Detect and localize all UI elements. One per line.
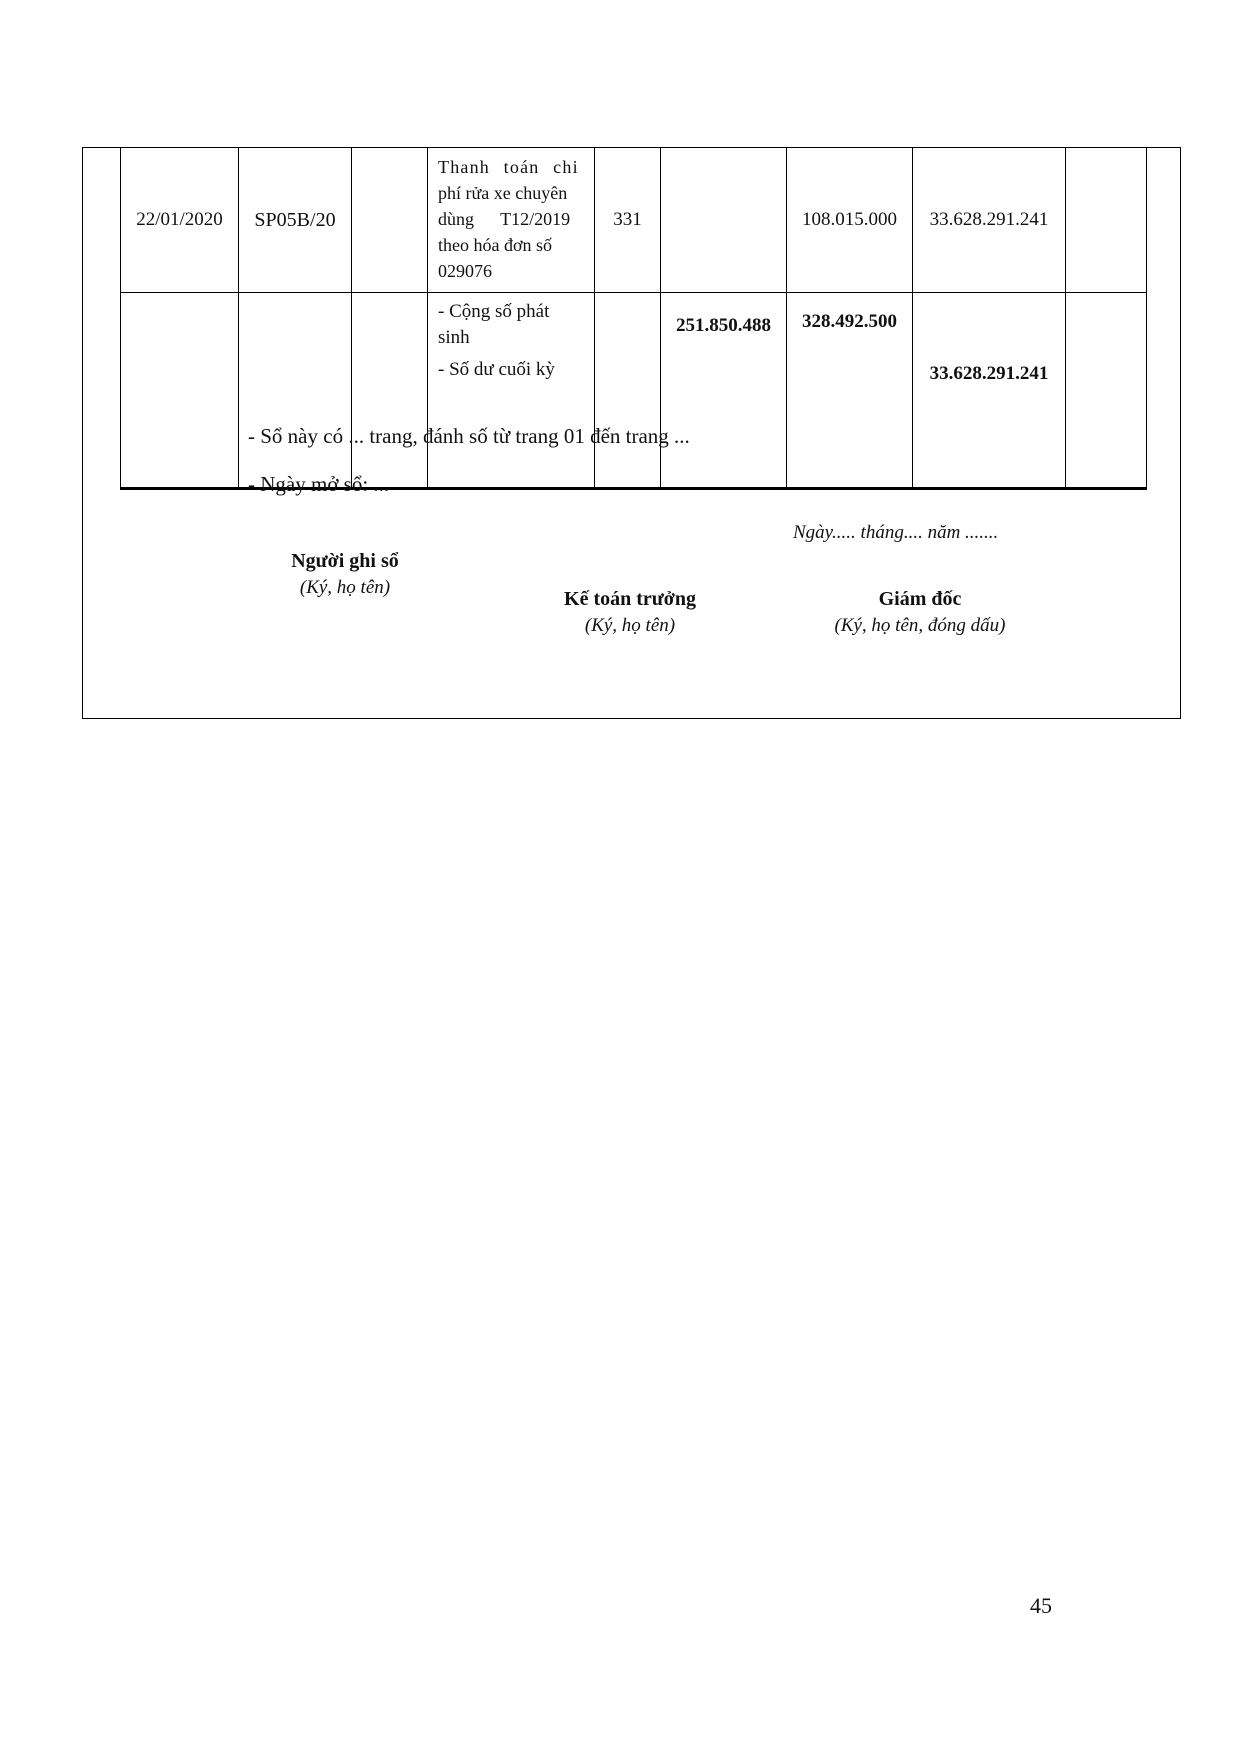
description-line: Thanh toán chi [438,157,579,177]
account-cell [595,293,661,489]
page-number: 45 [1030,1593,1052,1618]
description-cell [428,293,595,489]
total-credit-cell: 328.492.500 [787,293,913,489]
recorder-sign-note: (Ký, họ tên) [299,577,391,598]
recorder-title: Người ghi sổ [291,550,399,572]
entry-date-cell: 22/01/2020 [121,148,239,293]
description-line: - Cộng số phát [438,301,550,322]
extra-cell [1066,293,1147,489]
description-line: sinh [438,327,470,348]
table-row [121,293,1147,489]
open-date-note: - Ngày mở sổ: ... [248,472,390,496]
description-line: dùng T12/2019 [438,209,571,229]
balance-cell: 33.628.291.241 [913,148,1066,293]
voucher-number-cell: SP05B/20 [239,148,352,293]
credit-cell: 108.015.000 [787,148,913,293]
description-line: phí rửa xe chuyên [438,183,568,203]
voucher-number-cell [239,293,352,489]
total-debit-cell: 251.850.488 [661,293,787,489]
voucher-date-cell [352,293,428,489]
director-title: Giám đốc [878,588,962,610]
account-cell: 331 [595,148,661,293]
director-sign-note: (Ký, họ tên, đóng dấu) [834,615,1006,636]
description-line: - Số dư cuối kỳ [438,359,555,380]
chief-accountant-sign-note: (Ký, họ tên) [584,615,676,636]
voucher-date-cell [352,148,428,293]
entry-date-cell [121,293,239,489]
closing-balance-cell: 33.628.291.241 [913,293,1066,489]
extra-cell [1066,148,1147,293]
description-line: 029076 [438,261,492,281]
description-cell [428,148,595,293]
debit-cell [661,148,787,293]
description-line: theo hóa đơn số [438,235,553,255]
table-row [121,148,1147,293]
page-count-note: - Sổ này có ... trang, đánh số từ trang 01 đến trang ... [248,424,690,448]
chief-accountant-title: Kế toán trưởng [564,588,696,610]
signature-date-line: Ngày..... tháng.... năm ....... [793,522,999,543]
